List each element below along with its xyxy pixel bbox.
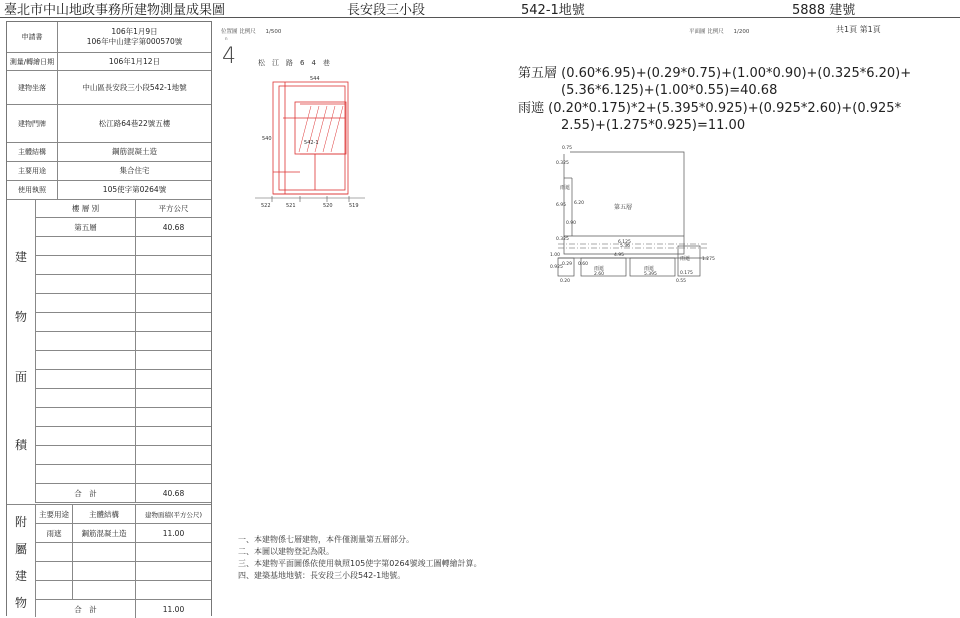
info-row-structure — [7, 143, 211, 162]
area-total-row: 合 計 40.68 — [36, 484, 211, 503]
lot-label: 522 — [261, 203, 271, 209]
info-label: 主體結構 — [7, 143, 58, 161]
lot-label: 519 — [349, 203, 359, 209]
info-row-usage — [7, 162, 211, 181]
info-value: 松江路64巷22號五樓 — [98, 118, 171, 128]
canopy-formula: 雨遮 (0.20*0.175)*2+(5.395*0.925)+(0.925*2.60)+(0.925* 2.55)+(1.275*0.925)=11.00 — [518, 101, 902, 133]
info-label: 申請書 — [7, 22, 58, 52]
room-main-label: 第五層 — [614, 204, 633, 211]
svg-text:雨遮: 雨遮 — [644, 266, 655, 272]
table-row: 第五層 40.68 — [36, 218, 211, 237]
info-value: 105使字第0264號 — [102, 185, 167, 194]
info-row-address — [7, 105, 211, 143]
dimension: 1.275 — [702, 257, 715, 262]
document-title: 臺北市中山地政事務所建物測量成果圖 — [4, 3, 226, 18]
annex-table — [36, 504, 211, 617]
dimension: 5.36 — [620, 244, 631, 249]
dimension: 6.20 — [574, 201, 585, 206]
dimension: 0.90 — [566, 221, 577, 226]
header-bar — [0, 0, 960, 18]
page-indicator: 共1頁 第1頁 — [836, 25, 881, 34]
location-plan-drawing — [255, 72, 365, 214]
info-row-license — [7, 181, 211, 200]
dimension: 5.395 — [644, 272, 657, 277]
svg-text:雨遮: 雨遮 — [680, 256, 691, 262]
info-label: 建物坐落 — [7, 71, 58, 104]
section-name: 長安段三小段 — [347, 3, 426, 18]
north-mark: n — [225, 36, 228, 41]
note-line: 三、本建物平面圖係依使用執照105使字第0264號竣工圖轉繪計算。 — [238, 559, 482, 568]
info-label: 建物門牌 — [7, 105, 58, 142]
info-row-application — [7, 22, 211, 53]
dimension: 4.95 — [614, 253, 625, 258]
lot-number: 542-1地號 — [521, 3, 585, 18]
annex-side-label: 附 屬 建 物 — [7, 504, 36, 617]
dimension: 6.95 — [556, 203, 567, 208]
area-side-label: 建 物 面 積 — [7, 200, 36, 503]
info-value: 集合住宅 — [119, 166, 150, 175]
info-value: 106年1月9日 — [111, 27, 158, 36]
dimension: 0.925 — [550, 265, 563, 270]
dimension: 0.20 — [560, 279, 571, 284]
info-value: 鋼筋混凝土造 — [112, 147, 157, 156]
info-value: 中山區長安段三小段542-1地號 — [82, 82, 187, 92]
annex-table-header: 主要用途 主體結構 建物面積(平方公尺) — [36, 505, 211, 524]
note-line: 一、本建物係七層建物，本件僅測量第五層部分。 — [238, 535, 414, 544]
lot-label: 520 — [323, 203, 333, 209]
north-arrow-icon: 4 — [222, 44, 236, 69]
info-label: 主要用途 — [7, 162, 58, 180]
info-value: 106年1月12日 — [108, 56, 161, 66]
dimension: 0.325 — [556, 237, 569, 242]
dimension: 0.60 — [578, 262, 589, 267]
lot-label: 542-1 — [304, 140, 319, 146]
floor-plan-caption: 平面圖 比例尺 1/200 — [689, 29, 750, 35]
location-plan-caption: 位置圖 比例尺 1/500 — [221, 29, 282, 35]
note-line: 二、本圖以建物登記為限。 — [238, 547, 334, 556]
dimension: 2.60 — [594, 272, 605, 277]
area-table-header: 樓 層 別 平方公尺 — [36, 200, 211, 218]
building-number: 5888 建號 — [792, 3, 856, 18]
floor5-formula: 第五層 (0.60*6.95)+(0.29*0.75)+(1.00*0.90)+(0.325*6.20)+ (5.36*6.125)+(1.00*0.55)=40.68 — [518, 66, 912, 98]
notes — [238, 534, 482, 582]
info-value: 106年中山建字第000570號 — [86, 37, 183, 46]
lot-label: 540 — [262, 136, 272, 142]
note-line: 四、建築基地地號：長安段三小段542-1地號。 — [238, 571, 406, 580]
dimension: 0.29 — [562, 262, 573, 267]
dimension: 6.125 — [618, 240, 631, 245]
floor-plan-drawing — [548, 144, 713, 286]
street-name: 松 江 路 6 4 巷 — [258, 59, 330, 67]
info-row-location — [7, 71, 211, 105]
room-canopy-label: 雨遮 — [560, 185, 571, 191]
info-label: 使用執照 — [7, 181, 58, 199]
lot-label: 544 — [310, 76, 320, 82]
svg-text:雨遮: 雨遮 — [594, 266, 605, 272]
area-table — [36, 200, 211, 503]
dimension: 0.55 — [676, 279, 687, 284]
table-row: 雨遮 鋼筋混凝土造 11.00 — [36, 524, 211, 543]
dimension: 0.75 — [562, 146, 573, 151]
info-label: 測量/轉繪日期 — [7, 53, 58, 70]
annex-total-row: 合 計 11.00 — [36, 600, 211, 618]
dimension: 0.325 — [556, 161, 569, 166]
lot-label: 521 — [286, 203, 296, 209]
info-panel — [6, 21, 212, 616]
dimension: 0.175 — [680, 271, 693, 276]
dimension: 1.00 — [550, 253, 561, 258]
info-row-survey-date — [7, 53, 211, 71]
